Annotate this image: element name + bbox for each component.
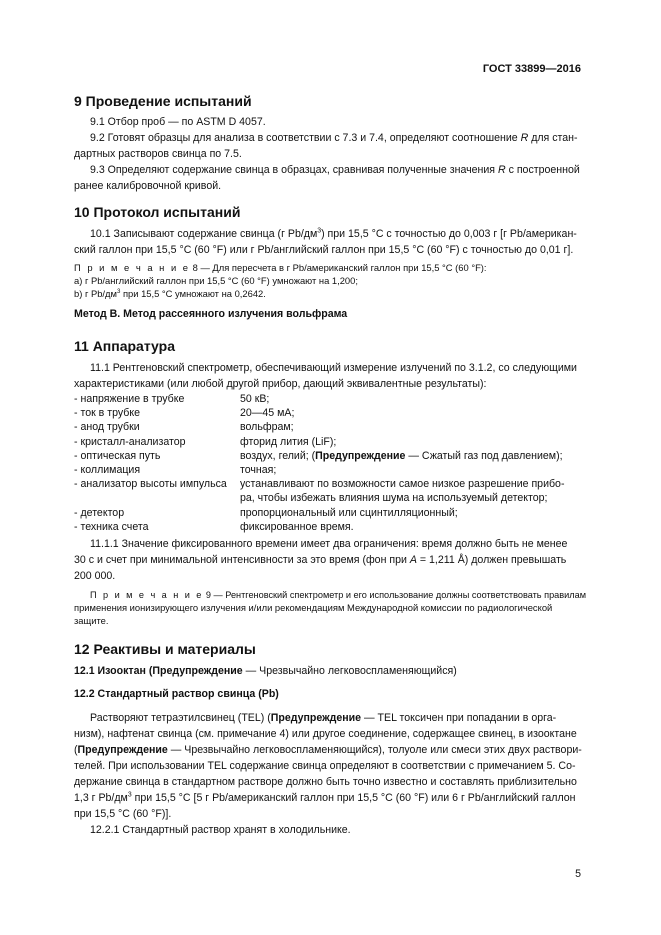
section-10-heading: 10 Протокол испытаний — [74, 204, 241, 220]
clause-11-1-1-line3: 200 000. — [74, 570, 116, 582]
clause-12-2-line6: 1,3 г $Pb/дм^3$ при 15,5 °С [5 г Pb/американский галлон при 15,5 °С (60 °F) или 6 г Pb/английский галлон — [74, 791, 576, 804]
clause-11-1-line2: характеристиками (или любой другой прибор, дающий эквивалентные результаты): — [74, 378, 487, 390]
clause-9-3-line2: ранее калибровочной кривой. — [74, 180, 222, 192]
param-value: 20—45 мА; — [240, 407, 295, 420]
clause-12-2-line4: телей. При использовании TEL содержание свинца определяют в соответствии с примечанием 5. Со- — [74, 760, 576, 772]
clause-11-1-1-line1: 11.1.1 Значение фиксированного времени имеет два ограничения: время должно быть не менее — [90, 538, 568, 550]
clause-12-2-heading: 12.2 Стандартный раствор свинца (Pb) — [74, 688, 279, 700]
note-9-line3: защите. — [74, 615, 109, 626]
clause-9-1: 9.1 Отбор проб — по ASTM D 4057. — [90, 116, 266, 128]
method-b-heading: Метод В. Метод рассеянного излучения вольфрама — [74, 308, 348, 320]
param-value: воздух, гелий; (Предупреждение — Сжатый газ под давлением); — [240, 449, 563, 462]
param-label: - детектор — [74, 506, 125, 519]
param-label: - ток в трубке — [74, 407, 140, 420]
param-value: фторид лития (LiF); — [240, 435, 337, 448]
clause-11-1-line1: 11.1 Рентгеновский спектрометр, обеспечивающий измерение излучений по 3.1.2, со следующими — [90, 362, 577, 374]
param-label: - оптическая путь — [74, 449, 161, 462]
param-label: - напряжение в трубке — [74, 393, 185, 405]
param-value: пропорциональный или сцинтилляционный; — [240, 506, 458, 519]
note-8-heading: П р и м е ч а н и е 8 — Для пересчета в г Pb/американский галлон при 15,5 °С (60 °F): — [74, 262, 487, 273]
param-label: - кристалл-анализатор — [74, 435, 186, 448]
param-value: ра, чтобы избежать влияния шума на используемый детектор; — [240, 492, 548, 505]
clause-12-2-line5: держание свинца в стандартном растворе должно быть точно известно и составлять приблизительно — [74, 776, 577, 788]
note-8-item-b: b) г $Pb/дм^3$ при 15,5 °С умножают на 0,2642. — [74, 287, 266, 299]
clause-12-2-line3: (Предупреждение — Чрезвычайно легковоспламеняющийся), толуоле или смеси этих двух раствори- — [74, 744, 582, 756]
section-12-heading: 12 Реактивы и материалы — [74, 641, 256, 657]
param-value: точная; — [240, 463, 277, 476]
page-number: 5 — [575, 868, 581, 880]
param-value: фиксированное время. — [240, 520, 354, 533]
param-value: 50 кВ; — [240, 393, 270, 405]
section-9-heading: 9 Проведение испытаний — [74, 93, 252, 109]
clause-9-2-line1: 9.2 Готовят образцы для анализа в соответствии с 7.3 и 7.4, определяют соотношение R для стан- — [90, 132, 578, 144]
clause-12-2-1: 12.2.1 Стандартный раствор хранят в холодильнике. — [90, 824, 351, 836]
clause-10-1-line1: 10.1 Записывают содержание свинца (г $Pb/дм^3$) при 15,5 °С с точностью до 0,003 г [г Pb/американ- — [90, 227, 577, 240]
clause-12-2-line7: при 15,5 °С (60 °F)]. — [74, 808, 172, 820]
standard-number: ГОСТ 33899—2016 — [482, 63, 581, 75]
param-value: устанавливают по возможности самое низкое разрешение прибо- — [240, 478, 565, 491]
note-9-line1: П р и м е ч а н и е 9 — Рентгеновский спектрометр и его использование должны соответствовать правилам — [90, 589, 586, 600]
clause-9-2-line2: дартных растворов свинца по 7.5. — [74, 148, 242, 160]
param-label: - анализатор высоты импульса — [74, 478, 227, 491]
param-label: - анод трубки — [74, 421, 140, 434]
clause-11-1-1-line2: 30 с и счет при минимальной интенсивности за это время (фон при А = 1,211 Å) должен превышать — [74, 554, 567, 566]
clause-12-2-line1: Растворяют тетраэтилсвинец (TEL) (Предупреждение — TEL токсичен при попадании в орга- — [90, 712, 557, 724]
clause-12-2-line2: низм), нафтенат свинца (см. примечание 4) или другое соединение, содержащее свинец, в изооктане — [74, 728, 577, 740]
param-label: - коллимация — [74, 463, 141, 476]
note-9-line2: применения ионизирующего излучения и/или рекомендациям Международной комиссии по радиологической — [74, 602, 553, 613]
note-8-item-a: а) г Pb/английский галлон при 15,5 °С (60 °F) умножают на 1,200; — [74, 275, 358, 286]
param-label: - техника счета — [74, 520, 149, 533]
section-11-heading: 11 Аппаратура — [74, 338, 175, 354]
clause-9-3-line1: 9.3 Определяют содержание свинца в образцах, сравнивая полученные значения R с построенной — [90, 164, 580, 176]
clause-12-1: 12.1 Изооктан (Предупреждение — Чрезвычайно легковоспламеняющийся) — [74, 665, 457, 677]
param-value: вольфрам; — [240, 421, 294, 434]
clause-10-1-line2: ский галлон при 15,5 °С (60 °F) или г Pb/английский галлон при 15,5 °С (60 °F) с точностью до 0,01 г]. — [74, 244, 574, 256]
